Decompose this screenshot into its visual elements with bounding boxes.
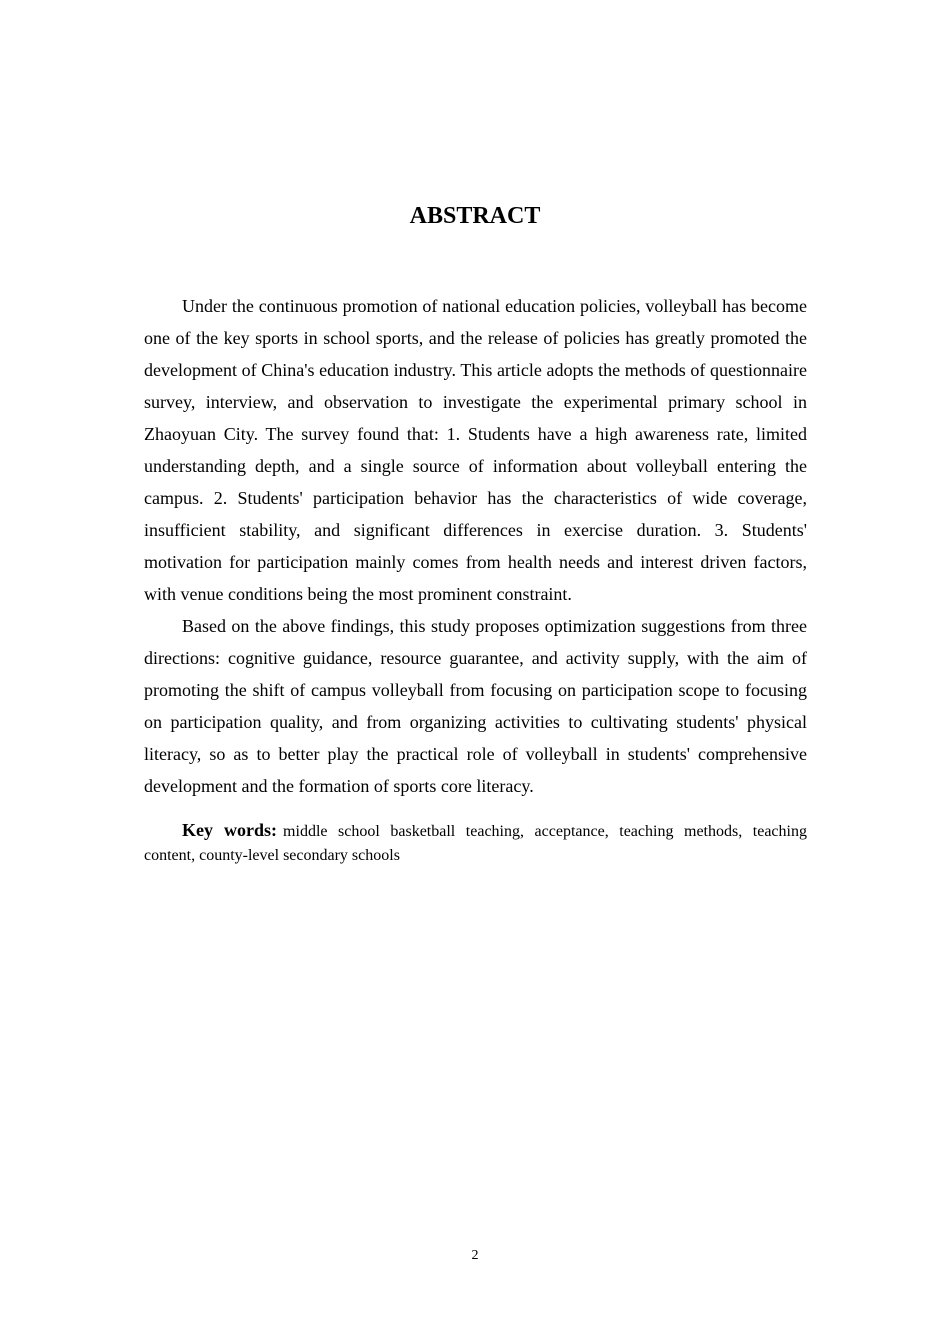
abstract-paragraph-1: Under the continuous promotion of national education policies, volleyball has become one of the key sports in school sports, and the release of policies has greatly promoted the development of China's education industry. This article adopts the methods of questionnaire survey, interview, and observation to investigate the experimental primary school in Zhaoyuan City. The survey found that: 1. Students have a high awareness rate, limited understanding depth, and a single source of information about volleyball entering the campus. 2. Students' participation behavior has the characteristics of wide coverage, insufficient stability, and significant differences in exercise duration. 3. Students' motivation for participation mainly comes from health needs and interest driven factors, with venue conditions being the most prominent constraint. (144, 296, 807, 604)
keywords-label: Key words: (182, 820, 278, 840)
keywords-line (144, 818, 807, 868)
page-number: 2 (471, 1248, 479, 1263)
abstract-title: ABSTRACT (409, 203, 541, 229)
keywords-text: middle school basketball teaching, acceptance, teaching methods, teaching content, county-level secondary schools (144, 823, 807, 864)
abstract-paragraph-2: Based on the above findings, this study proposes optimization suggestions from three directions: cognitive guidance, resource guarantee, and activity supply, with the aim of promoting the shift of campus volleyball from focusing on participation scope to focusing on participation quality, and from organizing activities to cultivating students' physical literacy, so as to better play the practical role of volleyball in students' comprehensive development and the formation of sports core literacy. (144, 616, 807, 796)
abstract-body (144, 290, 807, 868)
